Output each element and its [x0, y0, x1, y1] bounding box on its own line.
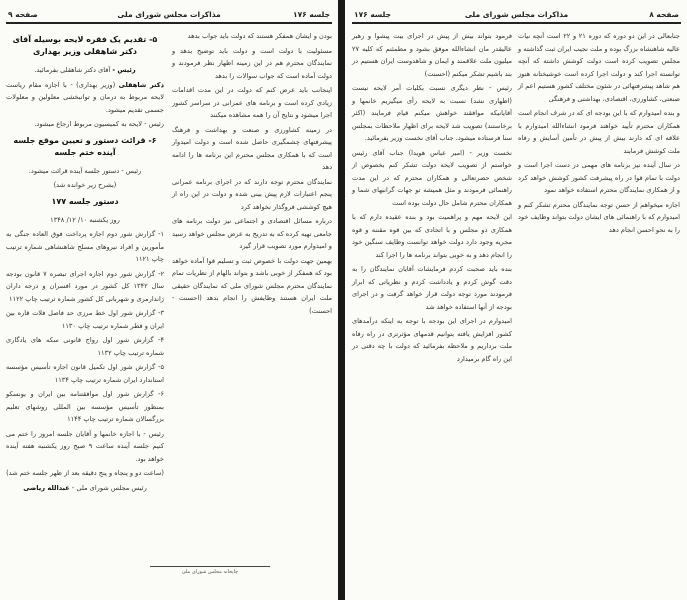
- speaker-name: دکتر شاهقلی: [118, 80, 164, 89]
- paragraph: رئیس - لایحه به کمیسیون مربوط ارجاع میشود.: [34, 120, 164, 128]
- paragraph: مسئولیت با دولت است و دولت باید توضیح بدهد و نمایندگان محترم هم در این زمینه اظهار نظر فرمودند و دولت آماده است که جواب سوالات را بدهد: [172, 46, 332, 80]
- section-heading: ۵- تقدیم یک فقره لایحه بوسیله آقای دکتر شاهقلی وزیر بهداری: [12, 35, 158, 56]
- page-number: صفحه ۸: [649, 10, 679, 19]
- agenda-date: روز یکشنبه ۱۰/ ۱۲/ ۱۳۴۸: [50, 215, 120, 224]
- session-number: جلسه ۱۷۶: [354, 10, 391, 19]
- paragraph: بنده باید صحبت کردم فرمایشات آقایان نمایندگان را به دقت گوش کردم و یادداشت کردم و نظریاتی که ابراز فرمودند مورد توجه دولت قرار خواهد گرفت و در اجرای بودجه از آنها استفاده خواهد شد: [352, 265, 512, 311]
- paragraph: فرمود بتواند بیش از پیش در اجرای بیت پیشوا و رهبر عالیقدر مان انشاءالله موفق بشود و مطمئنم که کلیه ۲۷ میلیون ملت علاقمند و ایمان و شاهدوست ایران هستیم در بند باشیم تشکر میکنم (احسنت): [352, 32, 512, 78]
- body-column-right: [172, 30, 332, 319]
- paragraph: نمایندگان محترم توجه دارند که در اجرای برنامه عمرانی پنجم اعتبارات لازم پیش بینی شده و دولت در این راه از هیچ کوششی فروگذار نخواهد کرد: [172, 177, 332, 211]
- closing-remark: رئیس - با اجازه خانمها و آقایان جلسه امروز را ختم می کنیم جلسه آینده ساعت ۹ صبح روز یکشنبه هفته آینده خواهد بود.: [6, 429, 164, 463]
- paragraph: بهمین جهت دولت با خصوص ثبت و تسلیم قوا آماده خواهد بود که همفکر از خوبی باشد و بتواند بالهام از نظریات تمام نمایندگان محترم مجلس شورای ملی که نمایندگان حقیقی ملت ایران هستند وظایفش را انجام بدهد (احسنت - احسنت): [172, 256, 332, 315]
- note: (بشرح زیر خوانده شد): [53, 181, 117, 189]
- page-header: [6, 8, 332, 24]
- book-spine: [338, 0, 345, 600]
- paragraph: درباره مسائل اقتصادی و اجتماعی نیز دولت برنامه های جامعی تهیه کرده که به تدریج به عرض مجلس خواهد رسید و امیدوارم مورد تصویب قرار گیرد: [172, 217, 332, 250]
- agenda-item: ۴- گزارش شور اول رواج قانونی سکه های یادگاری شماره ترتیب چاپ ۱۱۳۲: [6, 336, 164, 357]
- body-column-left: [6, 30, 164, 496]
- paragraph: در زمینه کشاورزی و صنعت و بهداشت و فرهنگ پیشرفتهای چشمگیری حاصل شده است و دولت امیدوار است که با همکاری مجلس محترم این برنامه ها را ادامه دهد: [172, 125, 332, 171]
- paragraph: نخست وزیر - (امیر عباس هویدا) جناب آقای رئیس خواستم از تصویب لایحه دولت تشکر کنم بخصوص از شخص حضرتعالی و همکاران محترم که در این مدت راهنمائی فرمودند و مثل همیشه تو جهات گرانبهای شما و همکاران محترم شامل حال دولت بوده است: [352, 148, 512, 207]
- agenda-item: ۵- گزارش شور اول تکمیل قانون اجازه تأسیس مؤسسه استاندارد ایران شماره ترتیب چاپ ۱۱۳۴: [6, 363, 164, 384]
- right-page: [346, 0, 687, 600]
- agenda-title: دستور جلسه ۱۷۷: [51, 196, 119, 206]
- agenda-item: ۲- گزارش شور دوم اجازه اجرای تبصره ۷ قانون بودجه سال ۱۳۴۲ کل کشور در مورد افسران و درجه داران ژاندارمری و شهربانی کل کشور شماره ترتیب چاپ ۱۱۲۲: [6, 269, 164, 303]
- paragraph: در سال آینده نیز برنامه های مهمی در دست اجرا است و دولت با تمام قوا در راه پیشرفت کشور کوشش خواهد کرد و از همکاری نمایندگان محترم استفاده خواهد نمود: [518, 161, 680, 194]
- agenda-item: ۶- گزارش شور اول موافقتنامه بین ایران و یونسکو بمنظور تأسیس مؤسسه بین المللی روشهای تعلیم بزرگسالان شماره ترتیب چاپ ۱۱۴۴: [6, 390, 164, 423]
- signature-label: رئیس مجلس شورای ملی -: [71, 483, 147, 492]
- running-title: مذاکرات مجلس شورای ملی: [464, 10, 569, 19]
- body-column-right: [518, 30, 680, 238]
- signature-name: عبدالله ریاضی: [23, 483, 70, 492]
- session-number: جلسه ۱۷۶: [293, 10, 330, 19]
- paragraph: اجازه میخواهم از حسن توجه نمایندگان محترم تشکر کنم و امیدوارم که با راهنمائی های ایشان دولت بتواند وظایف خود را به نحو احسن انجام دهد: [518, 200, 680, 234]
- paragraph: آقای دکتر شاهقلی بفرمائید.: [34, 66, 111, 74]
- paragraph: بودن و ایشان همفکر هستند که دولت باید جواب بدهد: [187, 32, 332, 40]
- paragraph: (وزیر بهداری) - با اجازه مقام ریاست لایحه مربوط به درمان و توانبخشی معلولین و معلولات جسمی تقدیم میشود.: [6, 80, 164, 114]
- body-column-left: [352, 30, 512, 367]
- paragraph: این لایحه مهم و پراهمیت بود و بنده عقیده دارم که با همکاری دو مجلس و با اتحادی که بین قوه مقننه و قوه مجریه وجود دارد دولت خواهد توانست وظایف سنگین خود را انجام دهد و به خوبی بتواند برنامه ها را اجرا کند: [352, 213, 512, 259]
- paragraph: امیدوارم در اجرای این بودجه با توجه به اینکه درآمدهای کشور افزایش یافته بتوانیم قدمهای مؤثرتری در راه رفاه ملت برداریم و ملاحظه بفرمائید که دولت با چه دقتی در این راه گام برمیدارد: [352, 317, 512, 363]
- printer-stamp: چاپخانه مجلس شورای ملی: [150, 566, 270, 575]
- running-title: مذاکرات مجلس شورای ملی: [117, 10, 221, 19]
- paragraph: اینجانب باید عرض کنم که دولت در این مدت اقدامات زیادی کرده است و برنامه های عمرانی در سراسر کشور اجرا میشود و نتایج آن را همه مشاهده میکنند: [172, 86, 332, 119]
- page-number: صفحه ۹: [8, 10, 38, 19]
- paragraph: رئیس - دستور جلسه آینده قرائت میشود.: [28, 166, 142, 175]
- agenda-item: ۱- گزارش شور دوم اجازه پرداخت فوق العاده جنگی به مأمورین و افراد نیروهای مسلح شاهنشاهی شماره ترتیب چاپ ۱۱۲۱: [6, 230, 164, 263]
- paragraph: رئیس - نظر دیگری نسبت بکلیات آمر لایحه نیست (اظهاری نشد) نسبت به لایحه رأی میگیریم خانمها و آقایانیکه موافقند خواهش میکنم قیام فرمایند (اکثر برخاستند) تصویب شد لایحه برای اظهار ملاحظات بمجلس سنا فرستاده میشود. جناب آقای نخست وزیر بفرمائید.: [352, 84, 512, 142]
- paragraph: جنابعالی در این دو دوره که دوره ۲۱ و ۲۲ است آنچه نیات عالیه شاهنشاه بزرگ بوده و ملت نجیب ایران ثبت گذاشته و مجلس تصویب کرده است دولت کوشش داشته که آنچه توانسته اجرا کند و دولت اجرا کرده است خوشبختانه هنوز هم شاهد پیشرفتهائی در شئون مختلف کشور هستیم اعم از صنعتی، کشاورزی، اقتصادی، بهداشتی و فرهنگی: [518, 32, 680, 103]
- paragraph: و بنده امیدوارم که با این بودجه ای که در شرف انجام است همکاران محترم تأیید خواهند فرمود انشاءالله امیدوارم با علاقه ای که دارند بیش از پیش در تأمین آسایش و رفاه ملت کوشش فرمایند: [518, 109, 680, 155]
- speaker-name: رئیس -: [112, 66, 136, 74]
- agenda-item: ۳- گزارش شور اول خط مرزی حد فاصل فلات قاره بین ایران و قطر شماره ترتیب چاپ ۱۱۳۰: [6, 309, 164, 330]
- end-note: (ساعت دو و پنجاه و پنج دقیقه بعد از ظهر جلسه ختم شد): [6, 469, 164, 477]
- page-header: [352, 8, 681, 24]
- left-page: [0, 0, 338, 600]
- section-heading: ۶- قرائت دستور و تعیین موقع جلسه آینده ختم جلسه: [13, 135, 157, 157]
